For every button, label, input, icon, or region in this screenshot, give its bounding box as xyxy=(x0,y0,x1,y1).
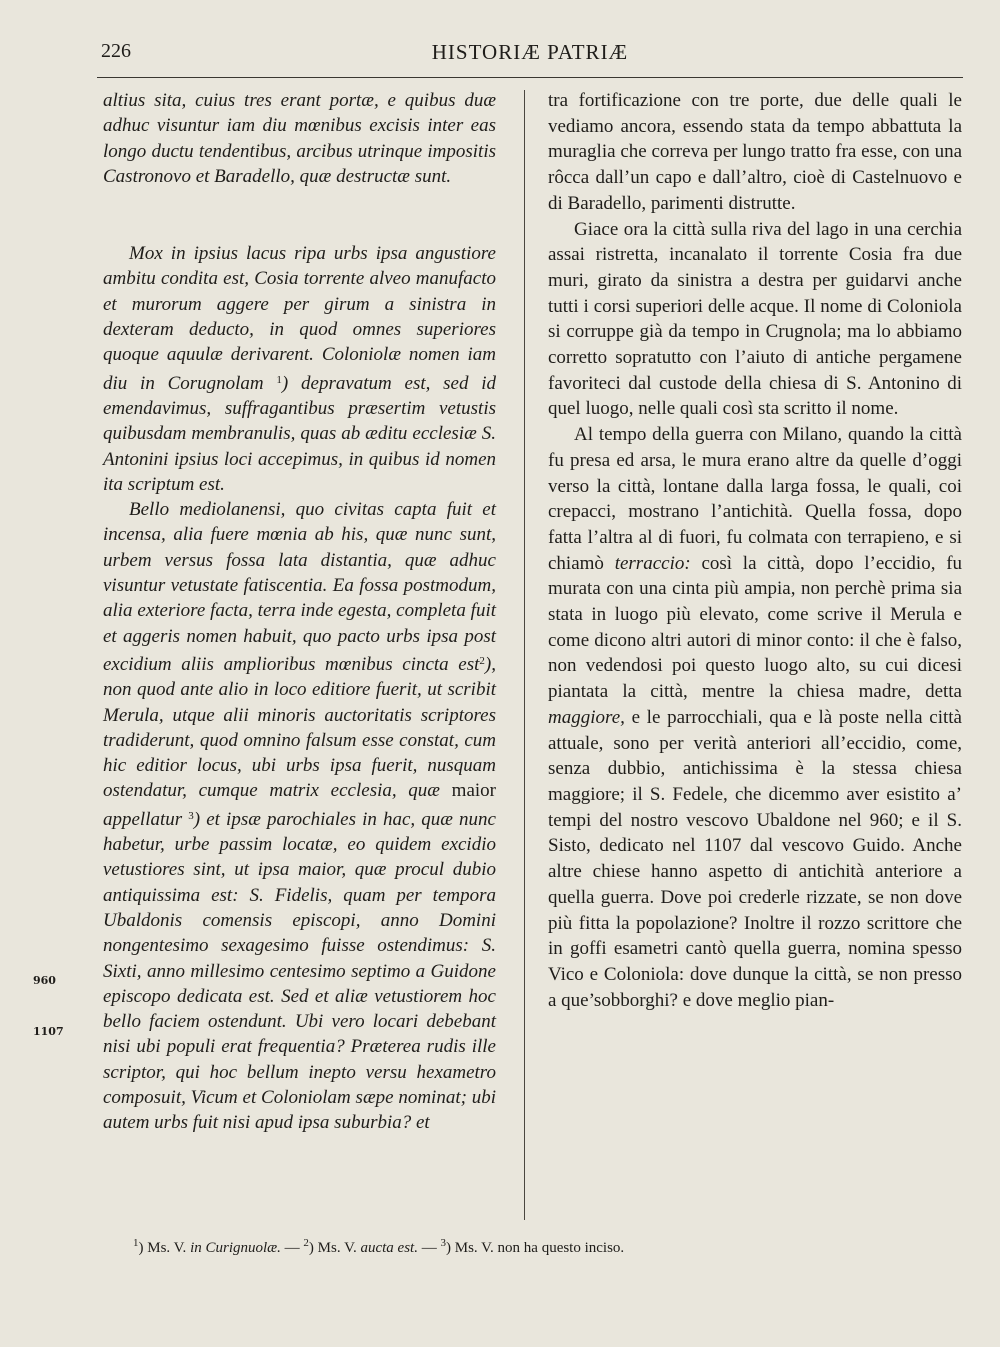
latin-p3-text-c: appellatur xyxy=(103,808,183,830)
footnote-separator-1: — xyxy=(280,1240,304,1256)
italian-paragraph-1: tra fortificazione con tre porte, due delle quali le vediamo ancora, essendo stata da tempo abbattuta la muraglia che correva per lungo tratto fra esse, con una rôcca dall’un capo e dall’altro, cioè di Castelnuovo e di Baradello, parimenti distrutte. xyxy=(548,90,962,214)
footnote-2-text: ) Ms. V. xyxy=(308,1240,357,1256)
latin-p3-maior: maior xyxy=(451,780,496,802)
italian-p3-maggiore: maggiore, xyxy=(548,706,625,728)
italian-p3-text-c: e le parrocchiali, qua e là poste nella città attuale, sono per verità anteriori all’eccidio, come, senza dubbio, antichissima è la stessa chiesa maggiore; il S. Fedele, che dicemmo aver esistito a’ tempi del nostro vescovo Ubaldone nel 960; e il S. Sisto, dedicato nel 1107 dal vescovo Guido. Anche altre chiese hanno aspetto di antichità anteriore a quella guerra. Dove poi crederle rizzate, se non dove più fitta la popolazione? Inoltre il rozzo scrittore che in goffi esametri cantò quella guerra, nomina spesso Vico e Coloniola: dove dunque la città, se non presso a que’sobborghi? e dove meglio pian- xyxy=(548,706,962,1011)
latin-p3-text-a: Bello mediolanensi, quo civitas capta fuit et incensa, alia fuere mœnia ab his, quæ nunc sunt, urbem versus fossa lata distantia, quæ adhuc visuntur vetustate fatiscentia. Ea fossa postmodum, alia exteriore facta, terra inde egesta, completa fuit et aggeris nomen habuit, quo pacto urbs ipsa post excidium aliis amplioribus mœnibus cincta est xyxy=(103,499,496,675)
italian-paragraph-2: Giace ora la città sulla riva del lago in una cerchia assai ristretta, incanalato il torrente Cosia fra due muri, girato da sinistra a destra per guidarvi anche tutti i corsi superiori delle acque. Il nome di Coloniola si corruppe già da tempo in Crugnola; ma lo abbiamo corretto sopratutto con l’aiuto di antiche pergamene favoriteci dal custode della chiesa di S. Antonino di quel luogo, nelle quali così sta scritto il nome. xyxy=(548,218,962,420)
latin-p3-text-d: ) et ipsæ parochiales in hac, quæ nunc habetur, urbe passim locatæ, eo quidem excidio vetustiores sint, ut ipsa maior, quæ procul dubio antiquissima est: S. Fidelis, quam per tempora Ubaldonis comensis episcopi, anno Domini nongentesimo sexagesimo fuisse ostendimus: S. Sixti, anno millesimo centesimo septimo a Guidone episcopo dedicata est. Sed et aliæ vetustiorem hoc bello faciem ostendunt. Ubi vero locari debebant nisi ubi populi erat frequentia? Præterea rudis ille scriptor, qui hoc bellum inepto versu hexametro composuit, Vicum et Coloniolam sæpe nominat; ubi autem urbs fuit nisi apud ipsa suburbia? et xyxy=(103,808,496,1134)
latin-p3-text-b: ), non quod ante alio in loco editiore fuerit, ut scribit Merula, utque alii minoris auctoritatis scriptores tradiderunt, quod omnino falsum esse constat, cum hic editior locus, ubi urbs ipsa fuerit, nusquam ostendatur, cumque matrix ecclesia, quæ xyxy=(103,653,496,802)
footnote-1-text: ) Ms. V. xyxy=(138,1240,187,1256)
latin-p2-text-a: Mox in ipsius lacus ripa urbs ipsa angustiore ambitu condita est, Cosia torrente alveo manufacto et murorum aggere per girum a sinistra in dexteram deducto, in quod omnes superiores quoque aquulæ derivarent. Coloniolæ nomen iam diu in Corugnolam xyxy=(103,243,496,394)
footnote-ref-1: 1 xyxy=(276,373,282,386)
latin-paragraph-2 xyxy=(103,241,496,497)
footnote-ref-2: 2 xyxy=(479,654,485,667)
page-number: 226 xyxy=(101,40,131,62)
latin-paragraph-3 xyxy=(103,497,496,1135)
footnote-ref-3: 3 xyxy=(188,809,194,822)
latin-column xyxy=(103,88,496,1136)
margin-note-960: 960 xyxy=(33,974,56,987)
italian-p3-terraccio: terraccio: xyxy=(614,552,691,574)
footnote-3-mark: 3 xyxy=(440,1237,446,1249)
footnote-1-italic: in Curignuolæ. xyxy=(190,1240,281,1256)
italian-paragraph-3 xyxy=(548,422,962,1013)
margin-note-1107: 1107 xyxy=(33,1025,64,1038)
running-title: HISTORIÆ PATRIÆ xyxy=(431,40,629,64)
column-divider xyxy=(524,90,525,1220)
italian-column xyxy=(548,88,962,1013)
italian-p3-text-b: così la città, dopo l’eccidio, fu murata con una cinta più ampia, non perchè prima sia stata in luogo più elevato, come scrive il Merula e come dicono altri autori di minor conto: il che è falso, non vedendosi poi questo luogo alto, su cui dicesi piantata la città, mentre la chiesa madre, detta xyxy=(548,552,963,703)
header-rule xyxy=(97,77,963,78)
paragraph-gap xyxy=(103,189,496,241)
latin-p2-text-b: ) depravatum est, sed id emendavimus, suffragantibus præsertim vetustis quibusdam membranulis, quas ab æditu ecclesiæ S. Antonini ipsius loci accepimus, in quibus id nomen ita scriptum est. xyxy=(103,372,497,495)
footnotes xyxy=(133,1237,624,1257)
latin-paragraph-1: altius sita, cuius tres erant portæ, e quibus duæ adhuc visuntur iam diu mœnibus excisis inter eas longo ductu tendentibus, arcibus utrinque impositis Castronovo et Baradello, quæ destructæ sunt. xyxy=(103,90,496,187)
footnote-3-text: ) Ms. V. non ha questo inciso. xyxy=(445,1240,625,1256)
italian-p3-text-a: Al tempo della guerra con Milano, quando la città fu presa ed arsa, le mura erano altre da quelle d’oggi verso la città, lontane dalla larga fossa, le quali, coi crepacci, mostrano l’antichità. Quella fossa, dopo fatta l’altra al di fuori, fu colmata con terrapieno, e si chiamò xyxy=(548,424,962,574)
footnote-1-mark: 1 xyxy=(133,1237,139,1249)
footnote-separator-2: — xyxy=(417,1240,441,1256)
footnote-2-italic: aucta est. xyxy=(360,1240,418,1256)
footnote-2-mark: 2 xyxy=(303,1237,309,1249)
